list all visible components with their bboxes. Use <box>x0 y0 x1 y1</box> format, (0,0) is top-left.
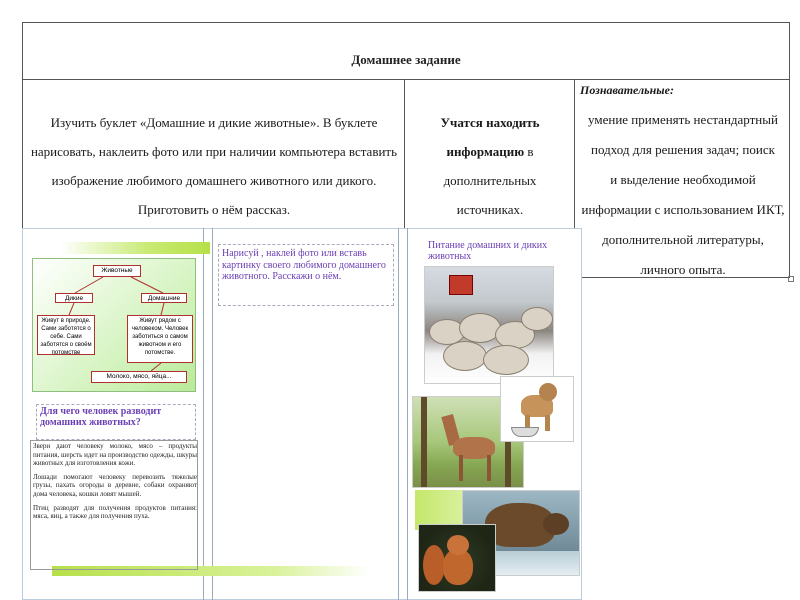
table-resize-handle[interactable] <box>788 276 794 282</box>
body-paragraph: Звери дают человеку молоко, мясо – продукты питания, шерсть идет на производство одежды, шкуры животных для изготовления кожи. <box>33 442 197 468</box>
tractor-shape <box>449 275 473 295</box>
task-line: нарисовать, наклеить фото или при наличии компьютера вставить <box>30 144 398 159</box>
deer-leg <box>459 455 463 481</box>
cognitive-line: подход для решения задач; поиск <box>591 142 775 157</box>
diagram-domestic: Домашние <box>141 293 187 303</box>
booklet-fold-left <box>203 228 213 600</box>
question-text: Для чего человек разводит домашних животных? <box>40 406 162 428</box>
skill-line-plain: в <box>527 144 534 159</box>
squirrel-photo <box>418 524 496 592</box>
deer-leg <box>487 455 491 481</box>
task-line: изображение любимого домашнего животного или дикого. <box>51 173 377 188</box>
diagram-wild-desc: Живут в природе. Сами заботятся о себе. Сами заботятся о своём потомстве <box>37 315 95 355</box>
cognitive-line: умение применять нестандартный <box>588 112 778 127</box>
decor-green-bar <box>60 242 210 254</box>
table-header-row <box>22 22 790 80</box>
skill-line: Учатся находить <box>440 115 540 130</box>
skill-line: источниках. <box>456 202 524 217</box>
sheep-shape <box>483 345 529 375</box>
diagram-domestic-desc: Живут рядом с человеком. Человек заботиться о самом животном и его потомстве. <box>127 315 193 363</box>
tree-shape <box>421 397 427 488</box>
sheep-shape <box>443 341 487 371</box>
cognitive-line: личного опыта. <box>640 262 726 277</box>
task-line: Приготовить о нём рассказ. <box>137 202 291 217</box>
dog-head <box>539 383 557 401</box>
animals-diagram <box>32 258 196 392</box>
body-text <box>33 442 197 526</box>
cognitive-title: Познавательные: <box>580 83 674 97</box>
puppy-photo <box>500 376 574 442</box>
cognitive-line: и выделение необходимой <box>610 172 756 187</box>
cognitive-line: информации с использованием ИКТ, <box>581 202 785 217</box>
sheep-shape <box>521 307 553 331</box>
right-title: Питание домашних и диких животных <box>428 240 548 262</box>
bear-head <box>543 513 569 535</box>
skill-line-bold: информацию <box>446 144 525 159</box>
squirrel-tail <box>423 545 445 585</box>
dog-bowl <box>511 427 539 437</box>
body-paragraph: Лошади помогают человеку перевозить тяжелые грузы, пахать огороды в деревне, собаки охраняют дома человека, кошки ловят мышей. <box>33 472 197 498</box>
dog-leg <box>545 415 550 431</box>
sheep-photo <box>424 266 554 384</box>
task-text <box>24 108 404 224</box>
body-paragraph: Птиц разводят для получения продуктов питания: мяса, яиц, а также для получения пуха. <box>33 503 197 521</box>
cognitive-line: дополнительной литературы, <box>602 232 764 247</box>
diagram-wild: Дикие <box>55 293 93 303</box>
task-line: Изучить буклет «Домашние и дикие животные». В буклете <box>50 115 378 130</box>
booklet-fold-right <box>398 228 408 600</box>
cognitive-text <box>578 105 788 285</box>
middle-note-text: Нарисуй , наклей фото или вставь картинку своего любимого домашнего животного. Расскажи о нём. <box>222 248 386 282</box>
squirrel-head <box>447 535 469 555</box>
diagram-root: Животные <box>93 265 141 277</box>
skill-line: дополнительных <box>443 173 537 188</box>
skill-text <box>410 108 570 224</box>
table-header-title: Домашнее задание <box>351 52 461 67</box>
diagram-products: Молоко, мясо, яйца... <box>91 371 187 383</box>
